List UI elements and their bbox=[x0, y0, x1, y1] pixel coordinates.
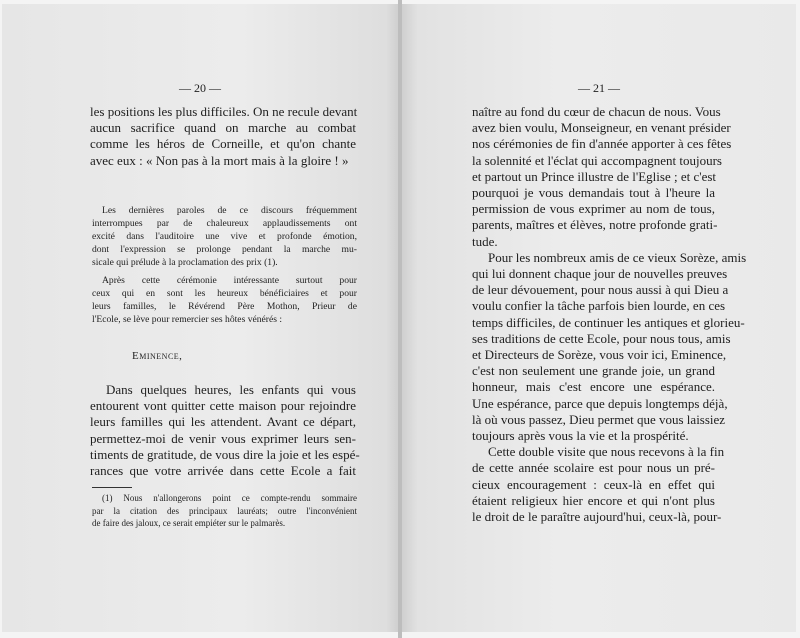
text-line: et partout un Prince illustre de l'Eglise ; et c'est bbox=[472, 168, 717, 184]
text-line: aucun sacrifice quand on marche au combat bbox=[90, 120, 356, 136]
text-line: par la citation des principaux lauréats; outre l'inconvénient bbox=[92, 505, 357, 516]
text-line: c'est non seulement une grande joie, un grand bbox=[472, 363, 715, 379]
text-line: voulu confier la tâche parfois bien lourde, en ces bbox=[472, 298, 726, 314]
text-line: rances que votre arrivée dans cette Ecole a fait bbox=[90, 463, 356, 479]
text-line: avec eux : « Non pas à la mort mais à la gloire ! » bbox=[90, 152, 349, 168]
text-line: toujours après vous la vie et la prospérité. bbox=[472, 428, 689, 444]
text-line: Une espérance, parce que depuis longtemps déjà, bbox=[472, 395, 728, 411]
text-line: et Directeurs de Sorèze, vous voir ici, Eminence, bbox=[472, 347, 727, 363]
text-line: Cette double visite que nous recevons à la fin bbox=[488, 444, 725, 460]
text-line: tude. bbox=[472, 233, 498, 249]
footnote-rule bbox=[92, 487, 132, 488]
text-line: permission de vous exprimer au nom de tous, bbox=[472, 201, 715, 217]
narrative-note bbox=[92, 274, 357, 326]
right-page bbox=[402, 4, 796, 632]
text-line: pourquoi je vous demandais tout à l'heure la bbox=[472, 185, 715, 201]
text-line: interrompues par de chaleureux applaudissements ont bbox=[92, 218, 357, 229]
text-line: dont l'expression se prolonge pendant la marche mu- bbox=[92, 244, 357, 255]
text-line: temps difficiles, de continuer les antiques et glorieu- bbox=[472, 314, 745, 330]
text-line: avez bien voulu, Monseigneur, en venant présider bbox=[472, 120, 731, 136]
page-number: — 20 — bbox=[179, 81, 221, 95]
text-line: ceux qui en sont les heureux bénéficiaires et pour bbox=[92, 288, 357, 299]
paragraph bbox=[472, 249, 747, 444]
text-line: Les dernières paroles de ce discours fréquemment bbox=[102, 205, 357, 216]
text-line: cieux encouragement : ceux-là en effet qui bbox=[472, 476, 715, 492]
text-line: l'Ecole, se lève pour remercier ses hôtes vénérés : bbox=[92, 314, 283, 325]
text-line: Dans quelques heures, les enfants qui vous bbox=[106, 382, 356, 397]
text-line: honneur, mais c'est encore une espérance. bbox=[472, 379, 715, 395]
page-number: — 21 — bbox=[578, 81, 620, 95]
salutation: Eminence, bbox=[132, 350, 183, 362]
paragraph bbox=[90, 382, 360, 479]
text-line: la solennité et l'éclat qui accompagnent toujours bbox=[472, 152, 722, 168]
text-line: de cette année scolaire est pour nous un pré- bbox=[472, 460, 715, 476]
text-line: nos cérémonies de fin d'année apporter à ces fêtes bbox=[472, 136, 732, 152]
text-column bbox=[472, 104, 747, 525]
paragraph bbox=[90, 104, 356, 169]
paragraph bbox=[472, 104, 732, 250]
text-line: ses traditions de cette Ecole, pour nous tous, amis bbox=[472, 330, 731, 346]
paragraph bbox=[472, 444, 725, 525]
text-line: naître au fond du cœur de chacun de nous. Vous bbox=[472, 104, 721, 119]
text-line: leurs familles, le Révérend Père Mothon, Prieur de bbox=[92, 301, 357, 312]
text-line: timents de gratitude, de vous dire la joie et les espé- bbox=[90, 446, 360, 462]
text-line: entourent vont quitter cette maison pour rejoindre bbox=[90, 398, 356, 414]
text-line: qui lui donnent chaque jour de nouvelles preuves bbox=[472, 266, 728, 282]
left-page bbox=[2, 4, 398, 632]
text-line: les positions les plus difficiles. On ne recule devant bbox=[90, 104, 358, 119]
text-line: leurs familles qui les attendent. Avant ce départ, bbox=[90, 414, 356, 430]
text-line: parents, maîtres et élèves, notre profonde grati- bbox=[472, 217, 718, 233]
text-line: permettez-moi de venir vous exprimer leurs sen- bbox=[90, 430, 356, 446]
text-line: sicale qui prélude à la proclamation des prix (1). bbox=[92, 257, 278, 268]
text-line: de faire des jaloux, ce serait empiéter sur le palmarès. bbox=[92, 518, 286, 528]
text-line: Après cette cérémonie intéressante surtout pour bbox=[102, 275, 357, 286]
footnote bbox=[92, 492, 357, 530]
text-line: Pour les nombreux amis de ce vieux Sorèze, amis bbox=[488, 249, 747, 265]
text-line: comme les héros de Corneille, et qu'on chante bbox=[90, 136, 356, 152]
text-line: là où vous passez, Dieu permet que vous laissiez bbox=[472, 411, 726, 427]
text-line: excité dans l'auditoire une vive et profonde émotion, bbox=[92, 231, 357, 242]
text-line: (1) Nous n'allongerons point ce compte-rendu sommaire bbox=[102, 493, 357, 503]
text-line: étaient religieux hier encore et qui n'ont plus bbox=[472, 492, 715, 508]
text-line: de leur dévouement, pour nous aussi à qui Dieu a bbox=[472, 282, 729, 298]
text-line: le droit de le paraître aujourd'hui, ceux-là, pour- bbox=[472, 509, 722, 525]
narrative-note bbox=[92, 204, 357, 269]
